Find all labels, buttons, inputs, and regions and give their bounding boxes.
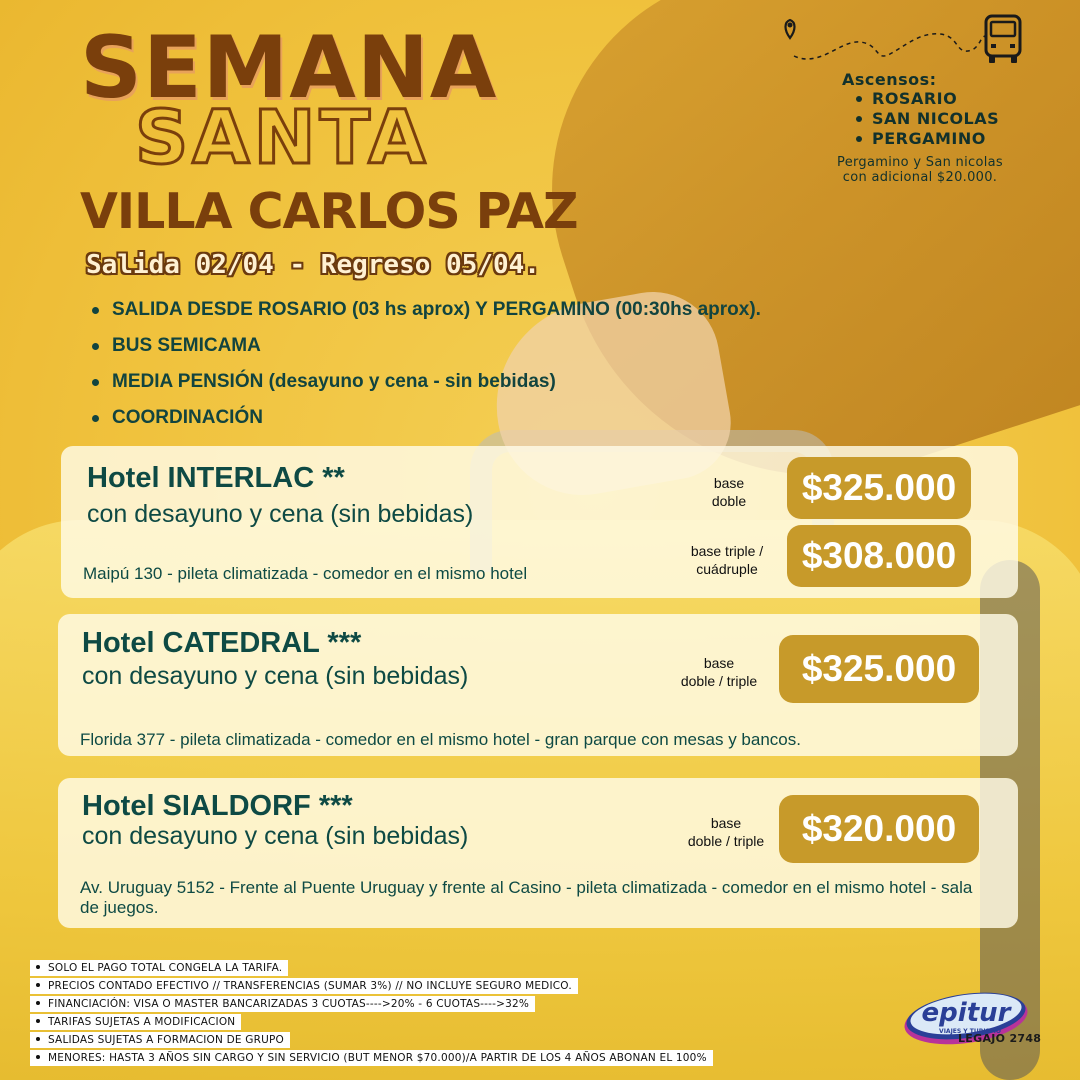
terms-item: TARIFAS SUJETAS A MODIFICACION: [30, 1014, 241, 1030]
hotel-card-sialdorf: [58, 778, 1018, 928]
location-pin-icon: [786, 20, 795, 38]
boarding-city-list: [854, 89, 1040, 149]
price-basis-line: doble: [711, 493, 747, 509]
hotel-name: Hotel INTERLAC **: [87, 462, 345, 494]
hotel-meal-plan: con desayuno y cena (sin bebidas): [82, 662, 469, 690]
features-list: [90, 296, 761, 440]
terms-list: [30, 960, 713, 1068]
price-basis-line: base: [703, 655, 735, 671]
terms-item: PRECIOS CONTADO EFECTIVO // TRANSFERENCIAS (SUMAR 3%) // NO INCLUYE SEGURO MEDICO.: [30, 978, 578, 994]
price-basis-line: base triple /: [690, 543, 764, 559]
price-basis-label: [689, 474, 769, 510]
boarding-note-line: con adicional $20.000.: [842, 170, 998, 185]
feature-item: SALIDA DESDE ROSARIO (03 hs aprox) Y PERGAMINO (00:30hs aprox).: [90, 296, 761, 332]
hotel-card-catedral: [58, 614, 1018, 756]
hotel-address: Florida 377 - pileta climatizada - comedor en el mismo hotel - gran parque con mesas y bancos.: [80, 730, 801, 749]
hotel-card-interlac: [61, 446, 1018, 598]
boarding-city: PERGAMINO: [854, 129, 1040, 149]
logo-text: epitur: [921, 998, 1011, 1028]
bus-icon: [986, 16, 1020, 63]
price-basis-line: base: [710, 815, 742, 831]
price-badge: $325.000: [787, 457, 971, 519]
hotel-address: Av. Uruguay 5152 - Frente al Puente Uruguay y frente al Casino - pileta climatizada - comedor en el mismo hotel - sala de juegos.: [80, 878, 973, 917]
feature-item: BUS SEMICAMA: [90, 332, 761, 368]
hotel-meal-plan: con desayuno y cena (sin bebidas): [87, 500, 474, 528]
price-basis-label: [666, 654, 772, 690]
price-basis-line: cuádruple: [696, 561, 758, 577]
boarding-surcharge-note: [800, 155, 1040, 185]
boarding-city: ROSARIO: [854, 89, 1040, 109]
price-badge: $325.000: [779, 635, 979, 703]
legajo-number: LEGAJO 2748: [958, 1032, 1042, 1045]
price-badge: $308.000: [787, 525, 971, 587]
feature-item: MEDIA PENSIÓN (desayuno y cena - sin bebidas): [90, 368, 761, 404]
price-basis-line: base: [713, 475, 745, 491]
hotel-name: Hotel CATEDRAL ***: [82, 627, 362, 659]
title-semana: SEMANA: [80, 18, 498, 118]
price-badge: $320.000: [779, 795, 979, 863]
boarding-title: Ascensos:: [842, 70, 937, 89]
title-santa: SANTA: [135, 95, 430, 181]
terms-item: FINANCIACIÓN: VISA O MASTER BANCARIZADAS 3 CUOTAS---->20% - 6 CUOTAS---->32%: [30, 996, 535, 1012]
trip-dates: Salida 02/04 - Regreso 05/04.: [86, 250, 540, 280]
price-basis-label: [676, 814, 776, 850]
route-graphic: [780, 12, 1040, 72]
destination-title: VILLA CARLOS PAZ: [80, 183, 578, 240]
logo-tagline: VIAJES Y TURISMO: [939, 1028, 1001, 1035]
boarding-city: SAN NICOLAS: [854, 109, 1040, 129]
boarding-points: [800, 70, 1040, 185]
terms-item: MENORES: HASTA 3 AÑOS SIN CARGO Y SIN SERVICIO (BUT MENOR $70.000)/A PARTIR DE LOS 4 AÑOS ABONAN EL 100%: [30, 1050, 713, 1066]
hotel-address: Maipú 130 - pileta climatizada - comedor en el mismo hotel: [83, 564, 528, 583]
price-basis-line: doble / triple: [680, 673, 758, 689]
boarding-note-line: Pergamino y San nicolas: [837, 155, 1003, 170]
terms-item: SALIDAS SUJETAS A FORMACION DE GRUPO: [30, 1032, 290, 1048]
feature-item: COORDINACIÓN: [90, 404, 761, 440]
hotel-name: Hotel SIALDORF ***: [82, 790, 353, 822]
hotel-meal-plan: con desayuno y cena (sin bebidas): [82, 822, 469, 850]
price-basis-label: [677, 542, 777, 578]
price-basis-line: doble / triple: [687, 833, 765, 849]
terms-item: SOLO EL PAGO TOTAL CONGELA LA TARIFA.: [30, 960, 288, 976]
dashed-route-line: [794, 34, 985, 59]
